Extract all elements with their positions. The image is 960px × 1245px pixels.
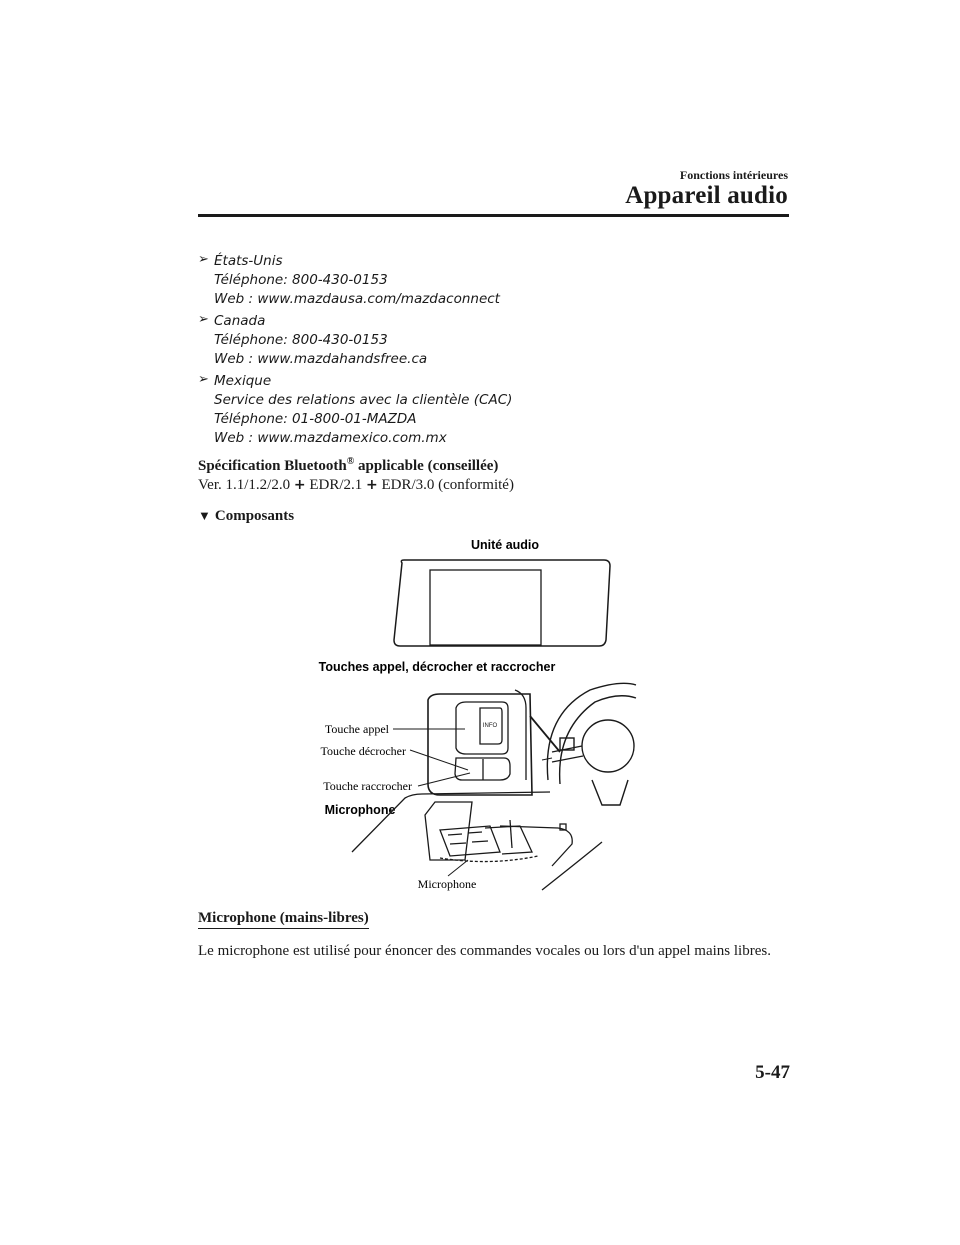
label-pickup-switch: Touche décrocher bbox=[320, 744, 406, 758]
contact-country: Mexique bbox=[214, 373, 272, 389]
contact-web: Web : www.mazdahandsfree.ca bbox=[214, 351, 428, 367]
arrow-right-icon: ➢ bbox=[198, 372, 209, 387]
spec-version-base: Ver. 1.1/1.2/2.0 bbox=[198, 477, 294, 493]
section-name: Fonctions intérieures bbox=[679, 168, 788, 182]
label-switches: Touches appel, décrocher et raccrocher bbox=[318, 660, 556, 674]
contact-list bbox=[198, 252, 758, 451]
contact-country: Canada bbox=[214, 313, 266, 329]
triangle-down-icon: ▼ bbox=[198, 508, 211, 523]
plus-icon: + bbox=[293, 477, 306, 493]
spec-version bbox=[198, 477, 514, 494]
spec-version-edr2: EDR/2.1 bbox=[305, 477, 366, 493]
label-talk-switch: Touche appel bbox=[324, 722, 389, 736]
spec-title-suffix: applicable (conseillée) bbox=[354, 458, 499, 474]
info-button-label: INFO bbox=[482, 723, 498, 729]
contact-canada bbox=[198, 312, 758, 369]
audio-unit-illustration bbox=[394, 560, 610, 646]
components-diagram bbox=[290, 530, 650, 900]
spec-version-edr3: EDR/3.0 (conformité) bbox=[377, 477, 514, 493]
plus-icon: + bbox=[366, 477, 378, 493]
spec-heading bbox=[198, 456, 498, 475]
label-microphone-heading: Microphone bbox=[324, 803, 396, 817]
microphone-description: Le microphone est utilisé pour énoncer des commandes vocales ou lors d'un appel mains libres. bbox=[198, 943, 771, 959]
arrow-right-icon: ➢ bbox=[198, 312, 209, 327]
arrow-right-icon: ➢ bbox=[198, 252, 209, 267]
page-title: Appareil audio bbox=[625, 182, 788, 209]
contact-mexico bbox=[198, 372, 758, 448]
contact-usa bbox=[198, 252, 758, 309]
components-heading-text: Composants bbox=[214, 508, 295, 524]
header-divider bbox=[198, 214, 789, 217]
contact-web: Web : www.mazdausa.com/mazdaconnect bbox=[214, 291, 500, 307]
spec-title-text: Spécification Bluetooth bbox=[198, 458, 347, 474]
contact-country: États-Unis bbox=[214, 253, 283, 269]
microphone-heading: Microphone (mains-libres) bbox=[198, 910, 369, 929]
contact-service: Service des relations avec la clientèle (CAC) bbox=[214, 392, 513, 408]
page-number: 5-47 bbox=[755, 1062, 790, 1083]
steering-wheel-illustration bbox=[530, 683, 636, 805]
components-heading bbox=[198, 508, 294, 525]
contact-phone: Téléphone: 800-430-0153 bbox=[214, 272, 388, 288]
label-audio-unit: Unité audio bbox=[470, 538, 540, 552]
registered-mark: ® bbox=[346, 456, 355, 467]
label-hangup-switch: Touche raccrocher bbox=[323, 779, 412, 793]
label-microphone: Microphone bbox=[417, 877, 477, 891]
contact-phone: Téléphone: 800-430-0153 bbox=[214, 332, 388, 348]
contact-web: Web : www.mazdamexico.com.mx bbox=[214, 430, 447, 446]
contact-phone: Téléphone: 01-800-01-MAZDA bbox=[214, 411, 417, 427]
